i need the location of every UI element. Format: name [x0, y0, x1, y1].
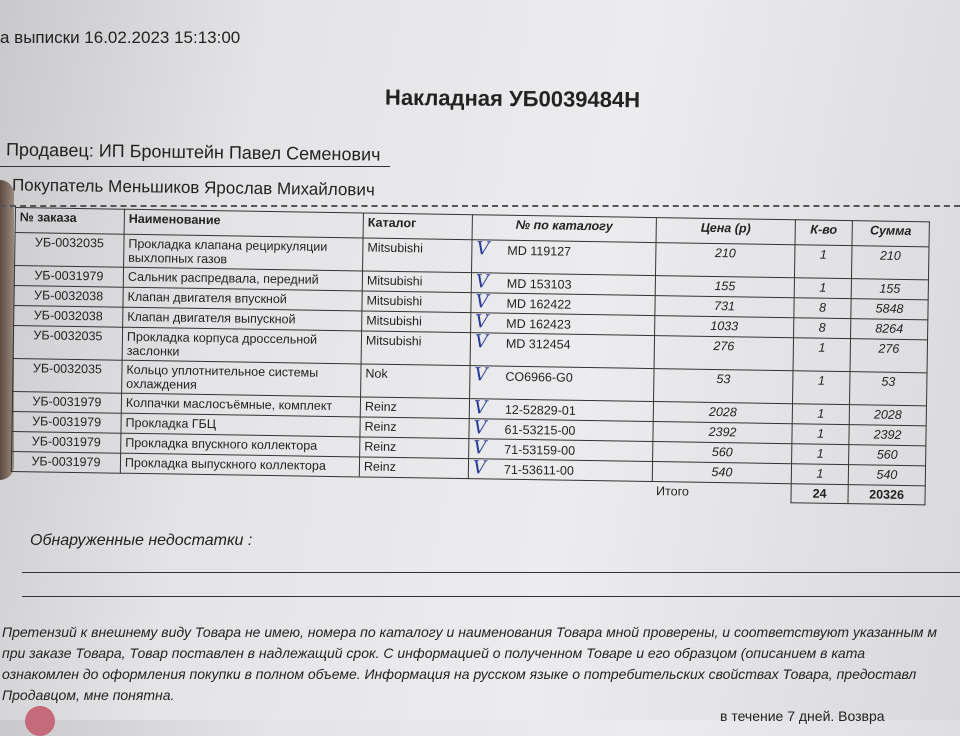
notice-text [2, 622, 937, 706]
name-cell-text: Прокладка ГБЦ [125, 415, 217, 432]
catalog-number-cell-text: MD 162422 [506, 296, 572, 312]
notice-line: ознакомлен до оформления покупки в полном объеме. Информация на русском языке о потребительских свойствах Товара, предоставл [2, 666, 917, 682]
stamp-fragment [25, 706, 55, 736]
catalog-cell [362, 271, 471, 293]
catalog-number-cell-text: MD 312454 [505, 336, 571, 352]
col-price: Цена (р) [656, 218, 795, 245]
handwritten-check-icon: V [473, 417, 487, 439]
sum-cell [851, 279, 928, 300]
price-cell-text: 560 [711, 444, 733, 460]
name-cell-text: Колпачки маслосъёмные, комплект [125, 395, 333, 414]
price-cell-text: 210 [714, 246, 736, 261]
price-cell-text: 2028 [708, 404, 737, 420]
order-cell-text: УБ-0032035 [32, 361, 103, 377]
sum-cell-text: 8264 [875, 321, 904, 336]
name-cell-text: Сальник распредвала, передний [127, 269, 319, 287]
catalog-cell-text: Mitsubishi [366, 313, 422, 329]
price-cell [655, 316, 794, 338]
qty-cell [793, 338, 851, 372]
col-sum: Сумма [852, 221, 929, 247]
handwritten-check-icon: V [476, 238, 490, 260]
sum-cell-text: 540 [876, 467, 898, 482]
name-cell-text: Клапан двигателя выпускной [127, 309, 296, 327]
order-cell [12, 391, 121, 413]
name-cell-text: Кольцо уплотнительное системы охлаждения [126, 362, 319, 392]
catalog-cell-text: Mitsubishi [366, 293, 423, 309]
sum-cell-text: 560 [876, 447, 898, 462]
qty-cell [792, 424, 849, 445]
catalog-cell [363, 238, 473, 273]
sum-cell [850, 339, 928, 373]
sum-cell [851, 299, 928, 320]
sum-cell [849, 372, 927, 406]
catalog-cell-text: Mitsubishi [366, 273, 423, 289]
order-cell-text: УБ-0032035 [33, 328, 103, 344]
sum-cell-text: 53 [881, 374, 896, 389]
buyer: Покупатель Меньшиков Ярослав Михайлович [11, 175, 375, 200]
price-cell [655, 296, 794, 318]
catalog-number-cell-text: MD 119127 [507, 243, 572, 259]
price-cell [655, 276, 794, 298]
footer-fragment: в течение 7 дней. Возвра [720, 708, 885, 724]
qty-cell-text: 1 [819, 280, 827, 295]
catalog-cell [362, 311, 471, 333]
catalog-cell [361, 364, 471, 399]
name-cell-text: Прокладка клапана рециркуляции выхлопных газов [128, 236, 328, 267]
price-cell [653, 402, 792, 424]
price-cell [653, 422, 792, 444]
order-cell [12, 431, 121, 453]
catalog-number-cell-text: MD 162423 [506, 316, 571, 332]
catalog-number-cell-text: 71-53611-00 [503, 462, 575, 478]
price-cell [654, 336, 794, 371]
defects-line-2 [22, 596, 960, 597]
qty-cell [794, 245, 852, 279]
order-cell-text: УБ-0032038 [33, 308, 103, 324]
sum-cell-text: 210 [879, 248, 901, 263]
qty-cell-text: 1 [817, 373, 825, 388]
qty-cell-text: 1 [819, 247, 827, 262]
sum-cell-text: 2392 [873, 427, 902, 442]
order-cell [11, 451, 120, 473]
handwritten-check-icon: V [475, 311, 489, 333]
name-cell-text: Прокладка корпуса дроссельной заслонки [126, 329, 318, 359]
name-cell [122, 327, 361, 364]
handwritten-check-icon: V [474, 364, 488, 386]
statement-date: а выписки 16.02.2023 15:13:00 [0, 28, 241, 47]
qty-cell [792, 404, 849, 425]
name-cell-text: Прокладка впускного коллектора [125, 435, 318, 453]
qty-cell [792, 444, 849, 465]
sum-cell [851, 319, 928, 340]
qty-cell [794, 318, 851, 339]
catalog-number-cell-text: 61-53215-00 [504, 422, 576, 438]
sum-cell [849, 405, 926, 426]
price-cell-text: 53 [716, 372, 731, 387]
order-cell-text: УБ-0032038 [34, 288, 104, 304]
notice-line: Продавцом, мне понятна. [2, 687, 175, 703]
qty-cell-text: 1 [816, 426, 825, 441]
order-cell-text: УБ-0031979 [31, 454, 101, 470]
invoice-title: Накладная УБ0039484Н [384, 84, 641, 113]
price-cell [656, 243, 796, 278]
catalog-number-cell [470, 366, 654, 402]
price-cell [654, 369, 794, 404]
handwritten-check-icon: V [473, 397, 488, 419]
name-cell-text: Клапан двигателя впускной [127, 289, 287, 307]
sum-cell-text: 276 [878, 341, 900, 356]
catalog-cell-text: Mitsubishi [365, 333, 422, 349]
catalog-cell-text: Mitsubishi [367, 240, 424, 256]
invoice-table [11, 207, 930, 505]
col-order: № заказа [15, 208, 124, 235]
col-number: № по каталогу [472, 215, 656, 243]
catalog-cell [360, 437, 469, 459]
sum-cell-text: 2028 [873, 407, 902, 422]
catalog-cell-text: Reinz [364, 439, 397, 455]
seller-underline [0, 166, 390, 167]
catalog-cell [360, 397, 469, 419]
name-cell-text: Прокладка выпускного коллектора [124, 455, 326, 473]
price-cell [652, 462, 791, 484]
order-cell [14, 285, 123, 307]
total-sum: 20326 [848, 485, 925, 505]
catalog-cell-text: Nok [365, 366, 388, 381]
sum-cell-text: 155 [879, 281, 901, 296]
catalog-number-cell-text: MD 153103 [506, 276, 572, 292]
catalog-cell [359, 457, 468, 479]
catalog-cell [362, 291, 471, 313]
qty-cell [793, 371, 851, 405]
catalog-number-cell [470, 333, 654, 369]
catalog-cell-text: Reinz [364, 399, 397, 415]
qty-cell [791, 464, 848, 485]
notice-line: Претензий к внешнему виду Товара не имею, номера по каталогу и наименования Товара мной проверены, и соответствуют указанным м [2, 624, 937, 640]
catalog-cell [361, 331, 471, 366]
price-cell-text: 731 [713, 298, 736, 314]
total-qty: 24 [791, 484, 848, 504]
qty-cell-text: 8 [818, 300, 827, 315]
price-cell [653, 442, 792, 464]
handwritten-check-icon: V [472, 457, 487, 479]
catalog-number-cell-text: 12-52829-01 [504, 402, 576, 418]
handwritten-check-icon: V [475, 271, 490, 293]
price-cell-text: 1033 [710, 318, 739, 334]
catalog-number-cell-text: CO6966-G0 [505, 369, 573, 385]
order-cell [13, 325, 123, 360]
sum-cell [849, 425, 926, 446]
catalog-cell-text: Reinz [364, 419, 397, 435]
order-cell [12, 411, 121, 433]
order-cell-text: УБ-0031979 [32, 394, 102, 410]
order-cell-text: УБ-0031979 [34, 268, 104, 284]
price-cell-text: 2392 [708, 424, 737, 440]
order-cell-text: УБ-0031979 [32, 414, 102, 430]
sum-cell [851, 246, 929, 280]
order-cell [15, 233, 125, 268]
price-cell-text: 540 [711, 464, 733, 480]
sum-cell [849, 445, 926, 466]
order-cell-text: УБ-0032035 [34, 235, 105, 251]
sum-cell-text: 5848 [875, 301, 904, 316]
qty-cell-text: 1 [817, 406, 825, 421]
order-cell [13, 358, 123, 393]
qty-cell-text: 1 [818, 340, 826, 355]
catalog-number-cell [472, 240, 656, 276]
qty-cell [794, 278, 851, 299]
col-qty: К-во [795, 220, 852, 246]
qty-cell [794, 298, 851, 319]
catalog-cell [360, 417, 469, 439]
dashed-separator [0, 205, 960, 207]
seller: Продавец: ИП Бронштейн Павел Семенович [5, 139, 381, 165]
total-label: Итого [652, 482, 791, 503]
name-cell [122, 360, 361, 397]
defects-line-1 [22, 572, 960, 573]
order-cell [14, 305, 123, 327]
notice-line: при заказе Товара, Товар поставлен в надлежащий срок. С информацией о полученном Товаре и его образцом (описанием в ката [2, 645, 866, 661]
catalog-cell-text: Reinz [363, 459, 397, 475]
qty-cell-text: 1 [816, 446, 824, 461]
defects-label: Обнаруженные недостатки : [30, 532, 253, 549]
order-cell [14, 266, 123, 288]
name-cell [124, 234, 363, 271]
col-catalog: Каталог [363, 213, 472, 240]
handwritten-check-icon: V [474, 331, 489, 353]
sum-cell [848, 465, 925, 486]
catalog-number-cell-text: 71-53159-00 [504, 442, 576, 458]
handwritten-check-icon: V [473, 437, 487, 459]
qty-cell-text: 8 [818, 320, 826, 335]
col-name: Наименование [124, 209, 363, 238]
price-cell-text: 276 [713, 338, 735, 354]
price-cell-text: 155 [714, 278, 736, 294]
order-cell-text: УБ-0031979 [31, 434, 101, 450]
qty-cell-text: 1 [816, 466, 824, 481]
handwritten-check-icon: V [475, 291, 489, 313]
